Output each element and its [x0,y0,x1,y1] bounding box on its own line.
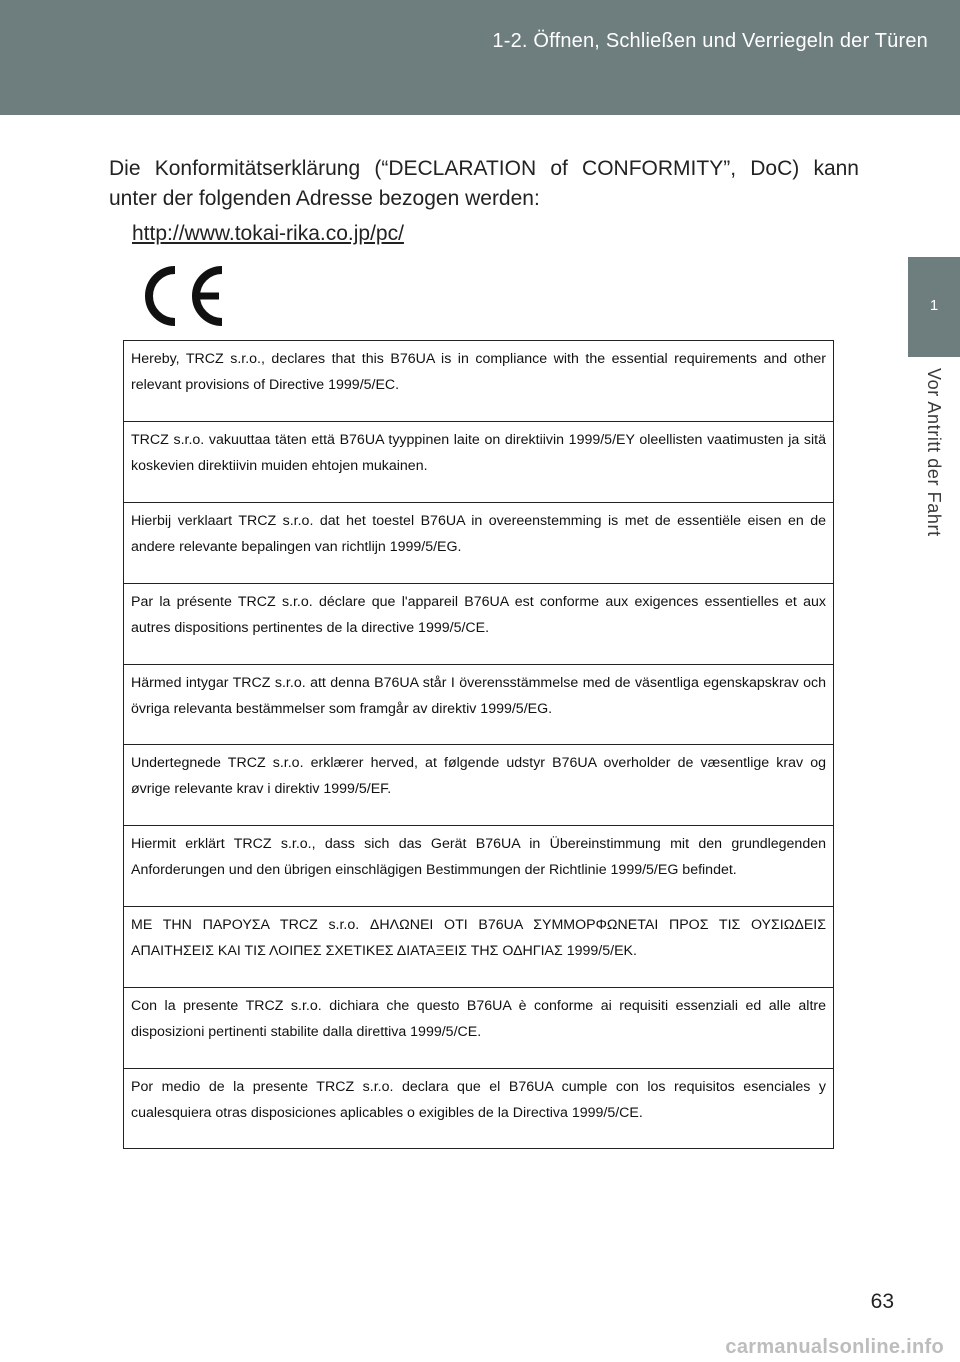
watermark: carmanualsonline.info [725,1336,944,1358]
declaration-el: ΜΕ ΤΗΝ ΠΑΡΟΥΣΑ TRCZ s.r.o. ΔΗΛΩΝΕΙ ΟΤΙ B76UA ΣΥΜΜΟΡΦΩΝΕΤΑΙ ΠΡΟΣ ΤΙΣ ΟΥΣΙΩΔΕΙΣ ΑΠΑΙΤΗΣΕΙΣ ΚΑΙ ΤΙΣ ΛΟΙΠΕΣ ΣΧΕΤΙΚΕΣ ΔΙΑΤΑΞΕΙΣ ΤΗΣ ΟΔΗΓΙΑΣ 1999/5/ΕΚ. [124,907,833,988]
page-header [0,0,960,115]
chapter-number: 1 [929,297,939,314]
intro-paragraph: Die Konformitätserklärung (“DECLARATION of CONFORMITY”, DoC) kann unter der folgenden Adresse bezogen werden: [109,157,859,210]
declaration-es: Por medio de la presente TRCZ s.r.o. declara que el B76UA cumple con los requisitos esenciales y cualesquiera otras disposiciones aplicables o exigibles de la Directiva 1999/5/CE. [131,1079,826,1122]
declaration-de: Hiermit erklärt TRCZ s.r.o., dass sich das Gerät B76UA in Übereinstimmung mit den grundlegenden Anforderungen und den übrigen einschlägigen Bestimmungen der Richtlinie 1999/5/EG befindet. [124,826,833,907]
declaration-sv: Härmed intygar TRCZ s.r.o. att denna B76UA står I överensstämmelse med de väsentliga egenskapskrav och övriga relevanta bestämmelser som framgår av direktiv 1999/5/EG. [124,665,833,746]
declaration-it: Con la presente TRCZ s.r.o. dichiara che questo B76UA è conforme ai requisiti essenziali ed alle altre disposizioni pertinenti stabilite dalla direttiva 1999/5/CE. [124,988,833,1069]
ce-mark-icon [135,263,227,329]
declaration-fi: TRCZ s.r.o. vakuuttaa täten että B76UA tyyppinen laite on direktiivin 1999/5/EY oleellisten vaatimusten ja sitä koskevien direktiivin muiden ehtojen mukainen. [124,422,833,503]
declaration-fr: Par la présente TRCZ s.r.o. déclare que l'appareil B76UA est conforme aux exigences essentielles et aux autres dispositions pertinentes de la directive 1999/5/CE. [124,584,833,665]
declaration-table [123,340,834,1149]
chapter-label: Vor Antritt der Fahrt [924,368,944,537]
declaration-en: Hereby, TRCZ s.r.o., declares that this B76UA is in compliance with the essential requirements and other relevant provisions of Directive 1999/5/EC. [124,341,833,422]
page-number: 63 [870,1290,894,1313]
declaration-nl: Hierbij verklaart TRCZ s.r.o. dat het toestel B76UA in overeenstemming is met de essentiële eisen en de andere relevante bepalingen van richtlijn 1999/5/EG. [124,503,833,584]
declaration-da: Undertegnede TRCZ s.r.o. erklærer herved, at følgende udstyr B76UA overholder de væsentlige krav og øvrige relevante krav i direktiv 1999/5/EF. [124,745,833,826]
doc-url-link[interactable]: http://www.tokai-rika.co.jp/pc/ [132,222,404,245]
chapter-tab [908,257,960,357]
section-title: 1-2. Öffnen, Schließen und Verriegeln der Türen [492,30,928,52]
